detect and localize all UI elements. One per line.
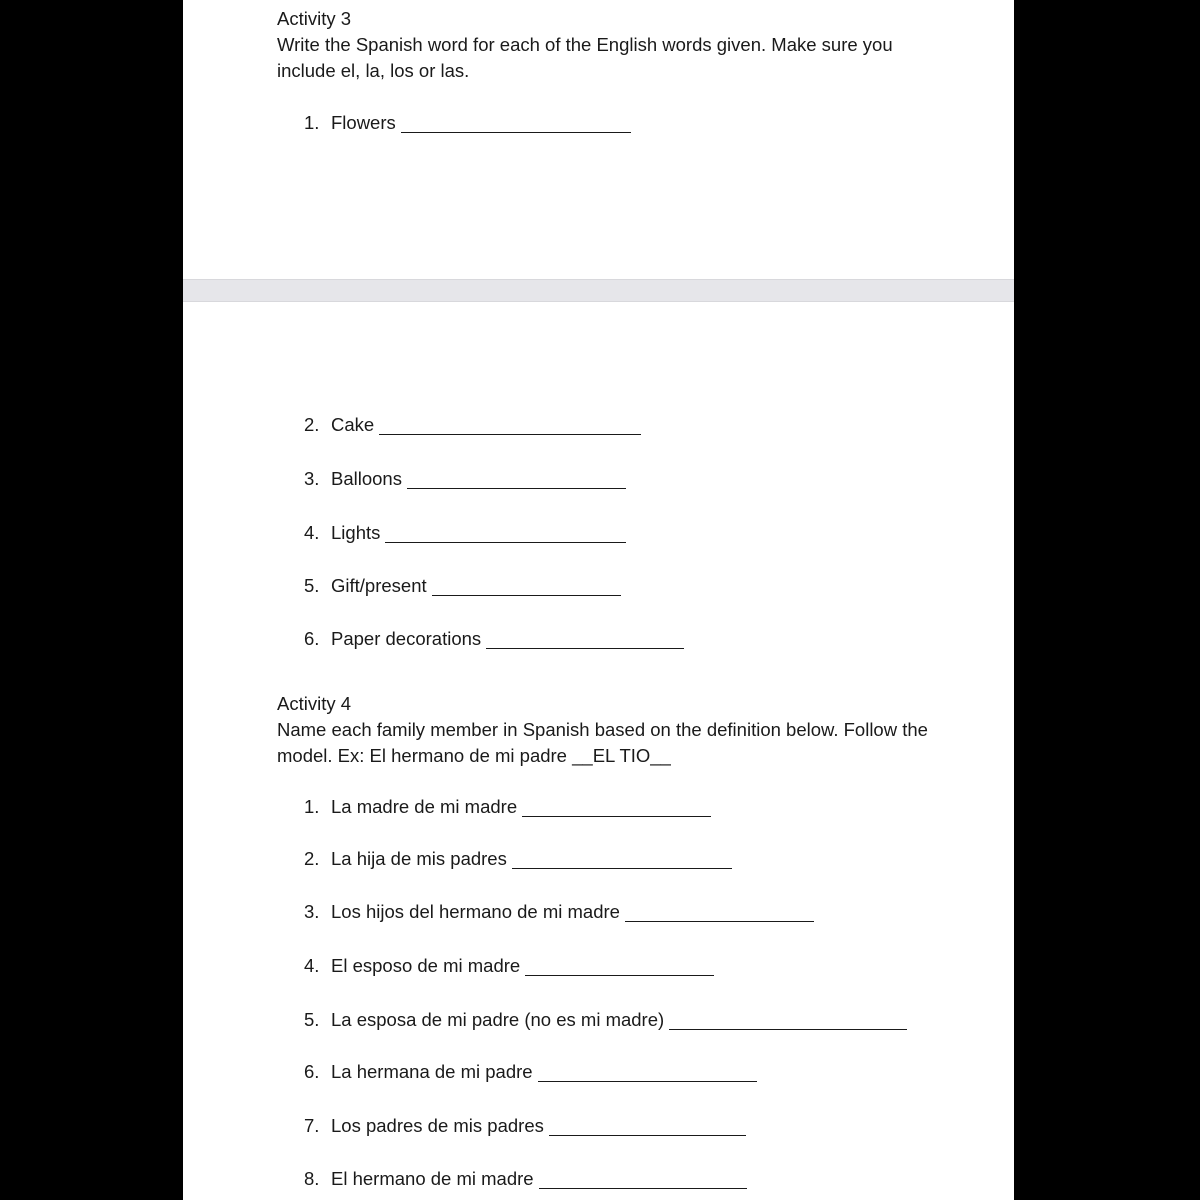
answer-blank[interactable]	[525, 957, 714, 976]
item-number: 1.	[304, 112, 320, 133]
answer-blank[interactable]	[539, 1170, 747, 1189]
activity4-item-3	[304, 899, 814, 925]
answer-blank[interactable]	[549, 1117, 746, 1136]
item-label: Paper decorations	[331, 628, 482, 649]
activity4-item-2	[304, 846, 732, 872]
item-number: 6.	[304, 1061, 320, 1082]
item-label: El esposo de mi madre	[331, 955, 521, 976]
activity4-instructions-line2: model. Ex: El hermano de mi padre __EL TIO__	[277, 745, 671, 766]
answer-blank[interactable]	[432, 577, 621, 596]
answer-blank[interactable]	[669, 1011, 907, 1030]
activity3-item-3	[304, 466, 626, 492]
answer-blank[interactable]	[512, 850, 732, 869]
answer-blank[interactable]	[522, 798, 711, 817]
item-label: Los hijos del hermano de mi madre	[331, 901, 620, 922]
answer-blank[interactable]	[486, 630, 684, 649]
item-number: 7.	[304, 1115, 320, 1136]
item-label: Lights	[331, 522, 381, 543]
activity3-item-6	[304, 626, 684, 652]
item-label: La madre de mi madre	[331, 796, 518, 817]
answer-blank[interactable]	[625, 903, 814, 922]
activity4-item-5	[304, 1007, 907, 1033]
item-number: 5.	[304, 1009, 320, 1030]
item-number: 3.	[304, 901, 320, 922]
activity4-item-8	[304, 1166, 747, 1192]
item-label: Flowers	[331, 112, 396, 133]
answer-blank[interactable]	[401, 114, 631, 133]
item-number: 3.	[304, 468, 320, 489]
item-number: 2.	[304, 848, 320, 869]
activity4-instructions-line1: Name each family member in Spanish based on the definition below. Follow the	[277, 719, 928, 740]
item-label: El hermano de mi madre	[331, 1168, 534, 1189]
activity3-item-4	[304, 520, 626, 546]
item-number: 4.	[304, 955, 320, 976]
item-label: Balloons	[331, 468, 402, 489]
item-label: La hermana de mi padre	[331, 1061, 533, 1082]
activity3-heading: Activity 3	[277, 8, 352, 29]
answer-blank[interactable]	[385, 524, 626, 543]
activity3-instructions-line1: Write the Spanish word for each of the English words given. Make sure you	[277, 34, 893, 55]
activity4-item-4	[304, 953, 714, 979]
item-label: Gift/present	[331, 575, 427, 596]
item-number: 4.	[304, 522, 320, 543]
answer-blank[interactable]	[379, 416, 641, 435]
activity4-item-6	[304, 1059, 757, 1085]
item-label: La esposa de mi padre (no es mi madre)	[331, 1009, 665, 1030]
activity3-item-5	[304, 573, 621, 599]
item-number: 5.	[304, 575, 320, 596]
activity3-instructions-line2: include el, la, los or las.	[277, 60, 470, 81]
activity4-item-1	[304, 794, 711, 820]
activity3-item-1	[304, 110, 631, 136]
activity4-heading: Activity 4	[277, 693, 352, 714]
item-number: 8.	[304, 1168, 320, 1189]
item-number: 1.	[304, 796, 320, 817]
item-label: Cake	[331, 414, 375, 435]
item-number: 6.	[304, 628, 320, 649]
answer-blank[interactable]	[538, 1063, 757, 1082]
answer-blank[interactable]	[407, 470, 626, 489]
activity3-item-2	[304, 412, 641, 438]
item-number: 2.	[304, 414, 320, 435]
item-label: Los padres de mis padres	[331, 1115, 544, 1136]
activity4-item-7	[304, 1113, 746, 1139]
page-break	[183, 279, 1014, 302]
item-label: La hija de mis padres	[331, 848, 507, 869]
